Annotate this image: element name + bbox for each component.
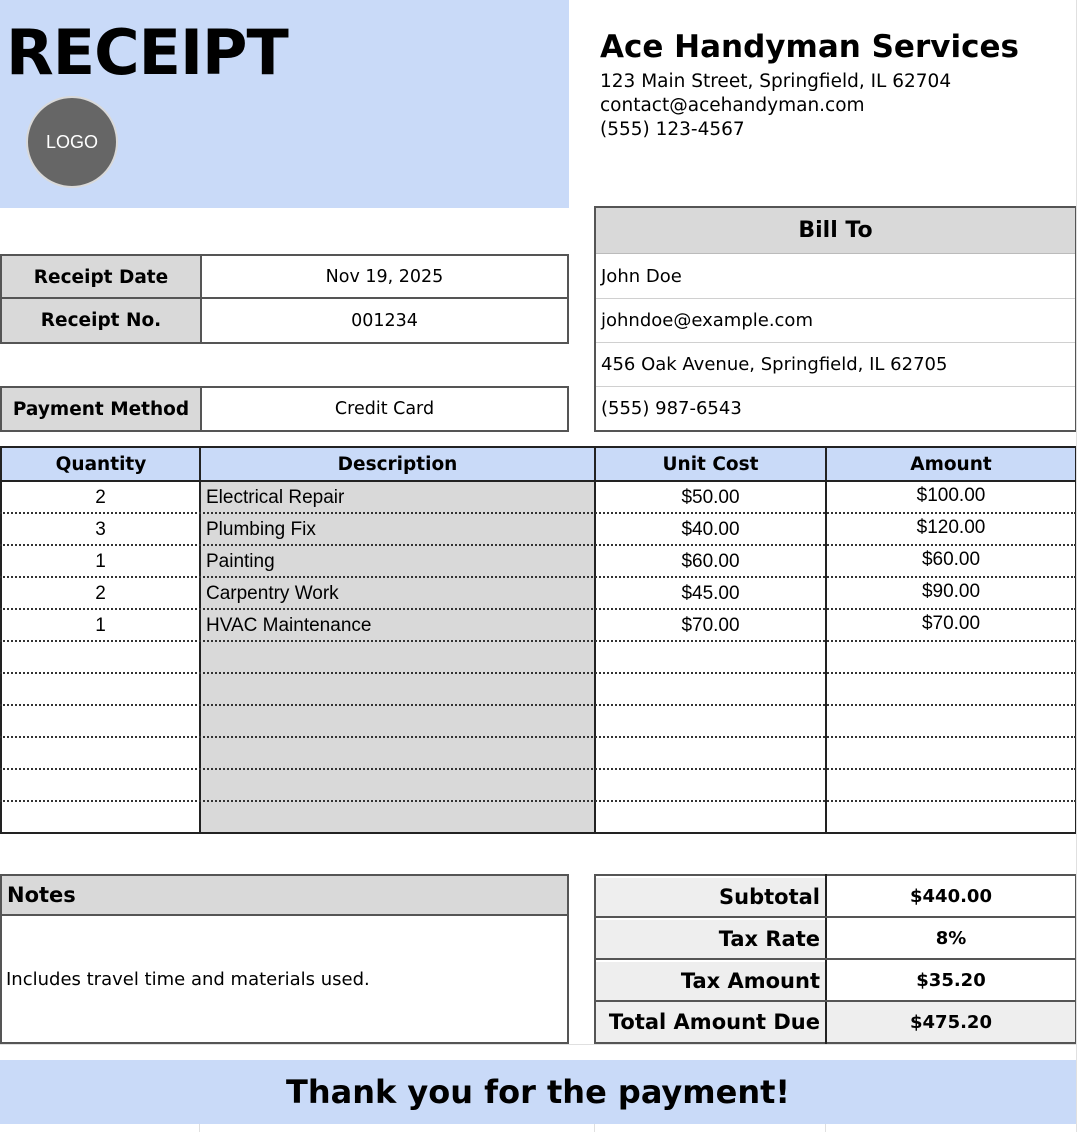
company-address: 123 Main Street, Springfield, IL 62704: [600, 71, 952, 92]
total-due-label: Total Amount Due: [596, 1002, 825, 1042]
row-divider: [0, 800, 1076, 802]
receipt-date-label: Receipt Date: [2, 256, 200, 298]
payment-method-label: Payment Method: [2, 388, 200, 430]
item-description: Painting: [206, 551, 275, 572]
payment-method-value: Credit Card: [200, 388, 567, 430]
tax-amount-value: $35.20: [916, 969, 986, 991]
item-description: Carpentry Work: [206, 583, 339, 604]
item-amount: $60.00: [921, 549, 981, 570]
item-unit-cost: $50.00: [681, 487, 740, 508]
row-divider: [0, 672, 1076, 674]
item-quantity: 2: [95, 583, 106, 604]
company-name: Ace Handyman Services: [600, 29, 1019, 65]
item-unit-cost: $45.00: [681, 583, 740, 604]
item-description: Electrical Repair: [206, 487, 345, 508]
thank-you-banner: Thank you for the payment!: [0, 1060, 1076, 1124]
item-amount: $120.00: [916, 517, 986, 538]
company-email: contact@acehandyman.com: [600, 95, 865, 116]
gridline: [0, 1044, 1076, 1045]
bill-to-title: Bill To: [596, 208, 1075, 254]
gridline: [199, 1124, 200, 1132]
subtotal-value: $440.00: [910, 885, 992, 907]
subtotal-label: Subtotal: [596, 878, 825, 916]
item-quantity: 3: [95, 519, 106, 540]
tax-rate-label: Tax Rate: [596, 920, 825, 958]
tax-amount-label: Tax Amount: [596, 962, 825, 1000]
receipt-date-value: Nov 19, 2025: [200, 256, 567, 298]
item-amount: $70.00: [921, 613, 981, 634]
item-description: HVAC Maintenance: [206, 615, 372, 636]
tax-rate-value: 8%: [935, 927, 967, 949]
row-divider: [0, 768, 1076, 770]
item-amount: $90.00: [921, 581, 981, 602]
item-quantity: 2: [95, 487, 106, 508]
item-quantity: 1: [95, 551, 106, 572]
header-amount: Amount: [827, 448, 1075, 481]
item-quantity: 1: [95, 615, 106, 636]
logo-text: LOGO: [45, 131, 98, 152]
notes-title: Notes: [2, 876, 567, 916]
header-unit-cost: Unit Cost: [596, 448, 825, 481]
bill-to-email: johndoe@example.com: [596, 299, 1075, 343]
bill-to-phone: (555) 987-6543: [601, 398, 742, 419]
item-unit-cost: $60.00: [681, 551, 740, 572]
receipt-number-value: 001234: [200, 299, 567, 342]
gridline: [594, 1124, 595, 1132]
item-description: Plumbing Fix: [206, 519, 316, 540]
item-unit-cost: $70.00: [681, 615, 740, 636]
company-phone: (555) 123-4567: [600, 119, 745, 140]
header-description: Description: [201, 448, 594, 481]
total-due-value: $475.20: [827, 1002, 1075, 1042]
bill-to-name: John Doe: [596, 255, 1075, 299]
item-unit-cost: $40.00: [681, 519, 740, 540]
row-divider: [0, 704, 1076, 706]
gridline: [1076, 0, 1077, 1132]
receipt-title: RECEIPT: [6, 16, 288, 89]
notes-text: Includes travel time and materials used.: [6, 969, 370, 990]
receipt-number-label: Receipt No.: [2, 299, 200, 342]
row-divider: [0, 736, 1076, 738]
bill-to-address: 456 Oak Avenue, Springfield, IL 62705: [596, 343, 1075, 387]
item-amount: $100.00: [916, 485, 986, 506]
gridline: [825, 1124, 826, 1132]
header-quantity: Quantity: [2, 448, 200, 481]
company-logo: [26, 96, 118, 188]
